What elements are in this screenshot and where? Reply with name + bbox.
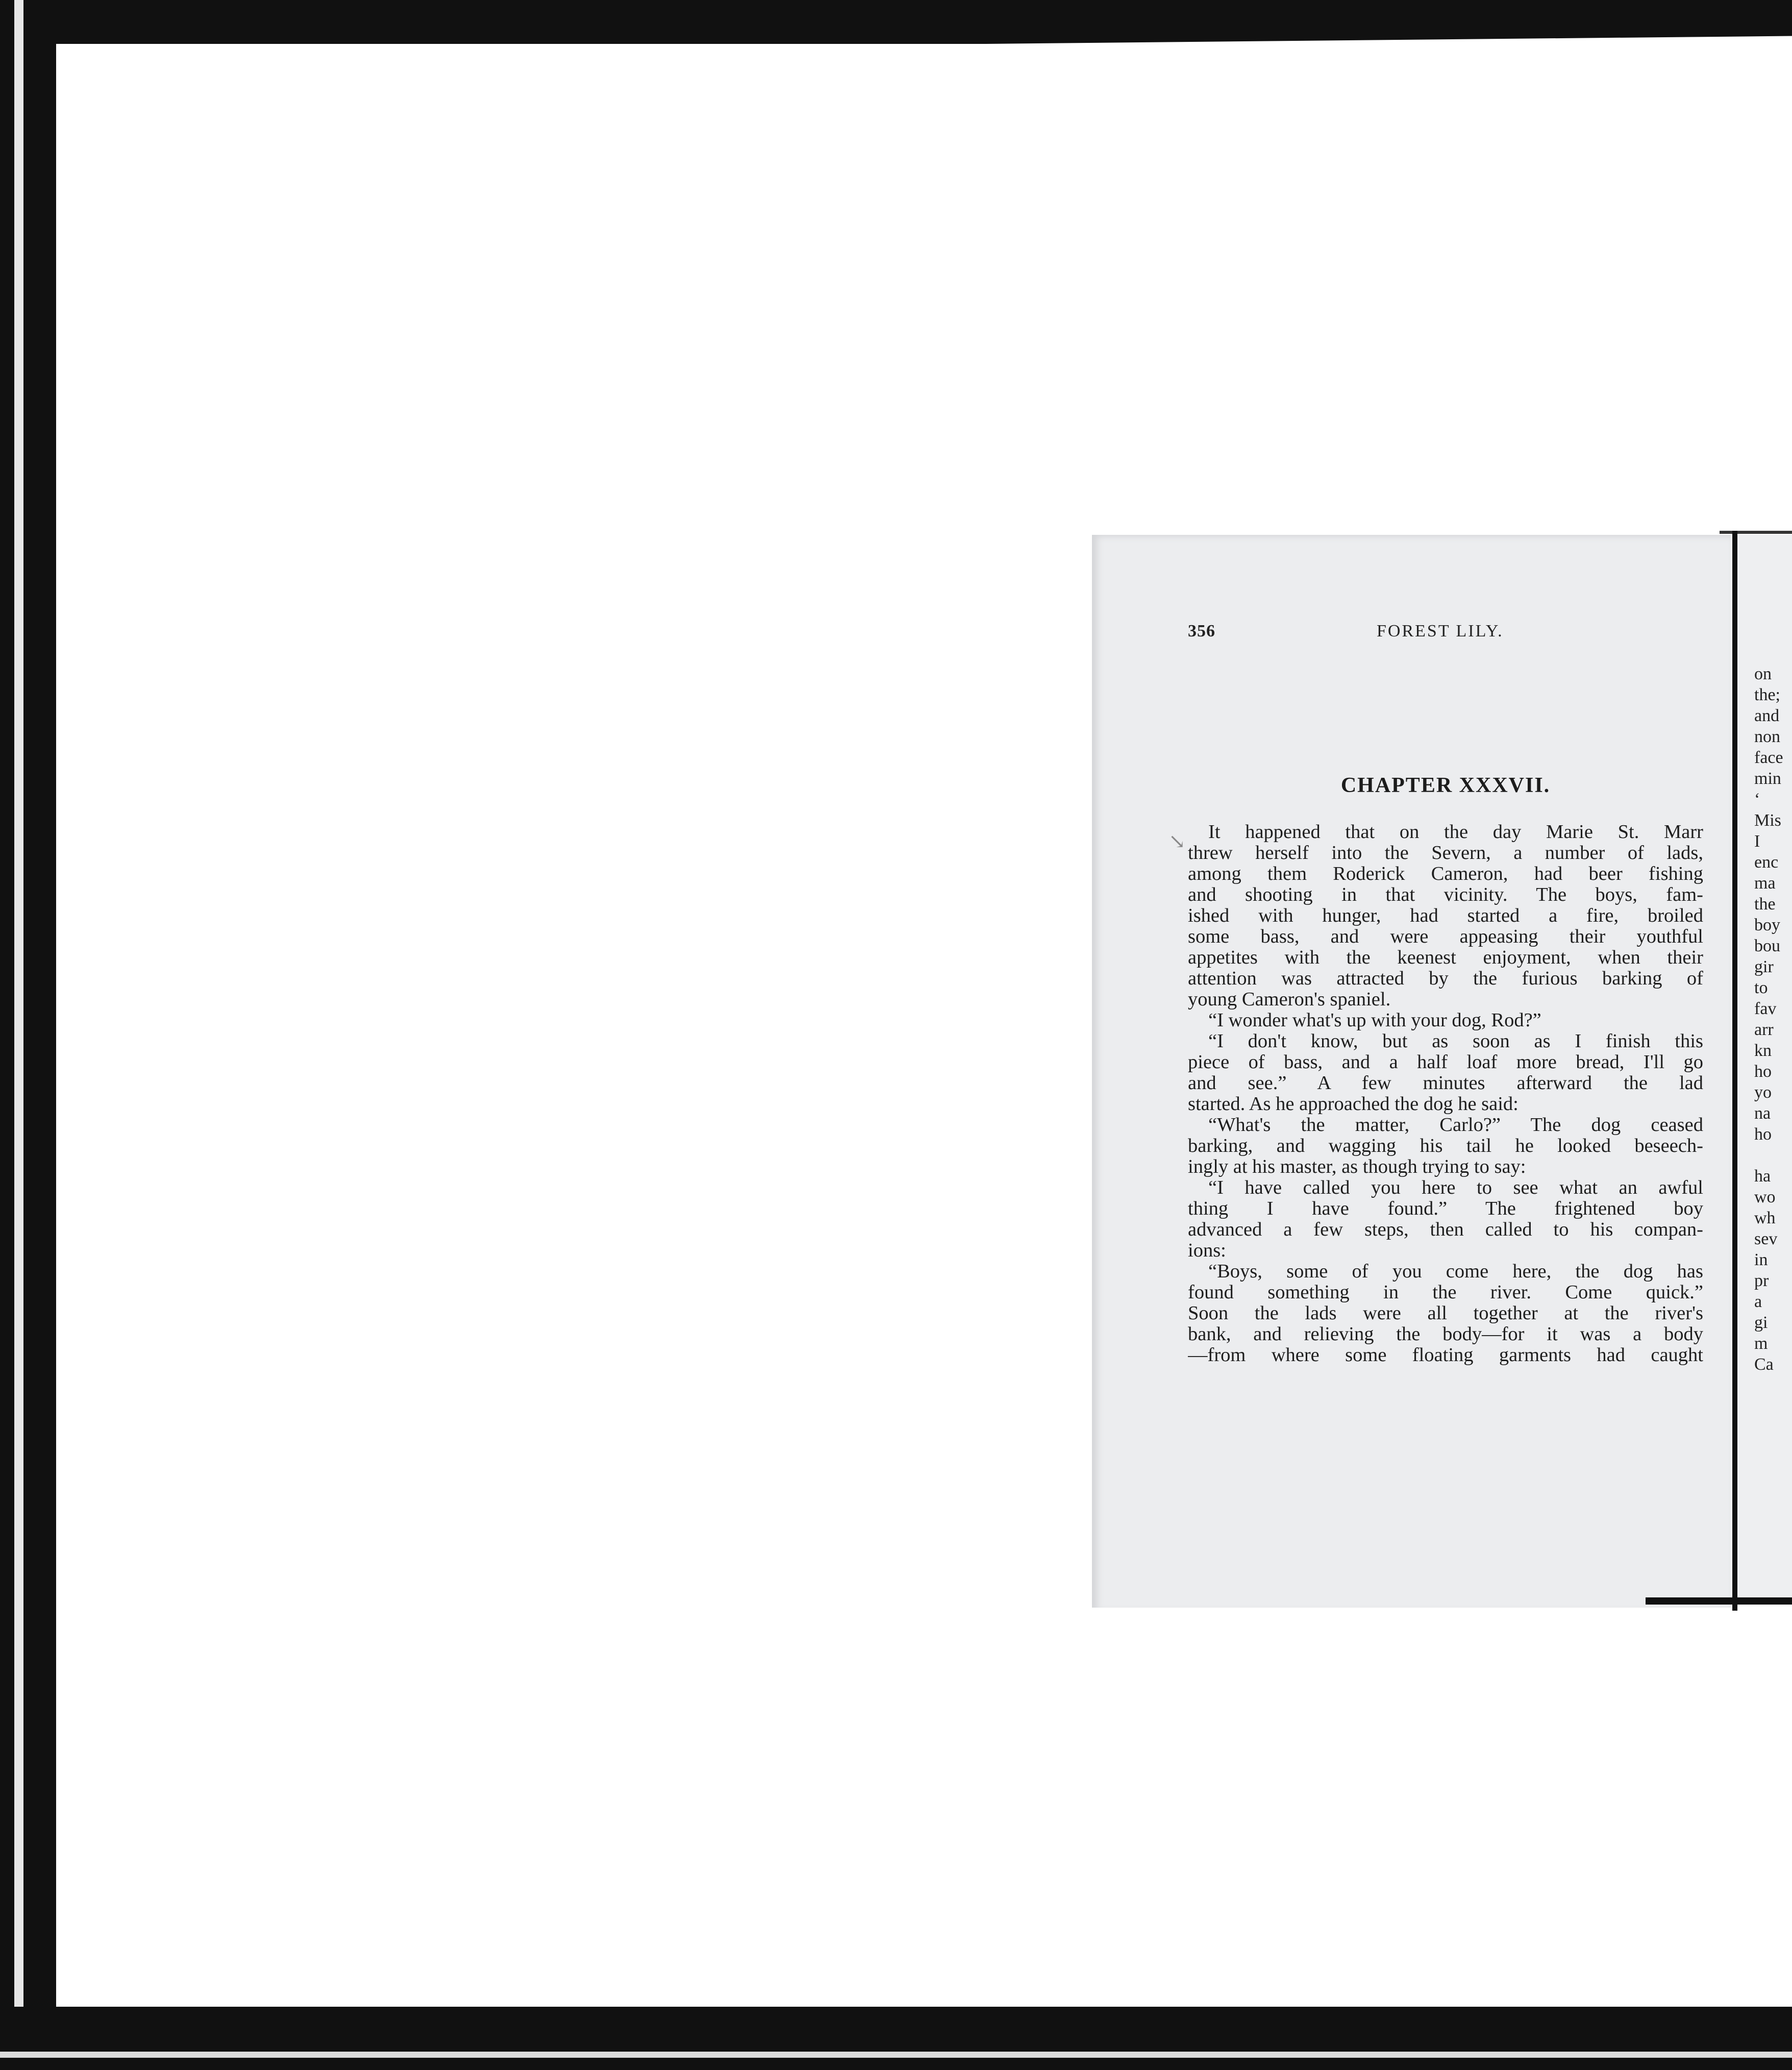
text-line: “I wonder what's up with your dog, Rod?”: [1208, 1010, 1541, 1031]
running-title: FOREST LILY.: [1377, 622, 1504, 640]
facing-text-fragment: the;: [1754, 685, 1780, 704]
facing-text-fragment: sev: [1754, 1229, 1778, 1248]
facing-text-fragment: in: [1754, 1250, 1768, 1269]
page-bottom-rule: [1646, 1597, 1792, 1605]
facing-text-fragment: on: [1754, 664, 1772, 683]
chapter-heading: CHAPTER XXXVII.: [1340, 774, 1551, 797]
facing-text-fragment: arr: [1754, 1020, 1774, 1039]
text-line: bank, and relieving the body—for it was a body: [1188, 1324, 1703, 1345]
text-line: It happened that on the day Marie St. Marr: [1208, 822, 1703, 843]
facing-text-fragment: min: [1754, 769, 1781, 788]
text-line: advanced a few steps, then called to his compan-: [1188, 1219, 1703, 1240]
facing-text-fragment: non: [1754, 727, 1780, 746]
facing-text-fragment: and: [1754, 706, 1780, 725]
gutter-line: [1732, 531, 1737, 1611]
facing-text-fragment: ‘: [1754, 790, 1760, 809]
facing-page-text: [1754, 663, 1792, 1375]
text-line: “Boys, some of you come here, the dog has: [1208, 1261, 1703, 1282]
text-line: attention was attracted by the furious barking of: [1188, 968, 1703, 989]
microfilm-frame-top: [0, 0, 1792, 44]
facing-text-fragment: kn: [1754, 1041, 1772, 1060]
facing-text-fragment: face: [1754, 748, 1783, 767]
body-text: [1188, 822, 1703, 1366]
text-line: appetites with the keenest enjoyment, when their: [1188, 947, 1703, 968]
text-line: and shooting in that vicinity. The boys, fam-: [1188, 884, 1703, 905]
facing-text-fragment: wo: [1754, 1188, 1776, 1206]
text-line: ingly at his master, as though trying to say:: [1188, 1156, 1526, 1177]
text-line: piece of bass, and a half loaf more bread, I'll go: [1188, 1052, 1703, 1073]
facing-text-fragment: I: [1754, 832, 1760, 851]
facing-text-fragment: ha: [1754, 1167, 1771, 1186]
text-line: “I don't know, but as soon as I finish this: [1208, 1031, 1703, 1052]
facing-text-fragment: enc: [1754, 853, 1779, 872]
text-line: some bass, and were appeasing their youthful: [1188, 926, 1703, 947]
microfilm-frame-left-strip: [14, 0, 23, 2070]
facing-text-fragment: [1754, 1145, 1792, 1166]
page-top-rule: [1720, 531, 1792, 534]
text-line: young Cameron's spaniel.: [1188, 989, 1391, 1010]
facing-text-fragment: yo: [1754, 1083, 1772, 1102]
facing-text-fragment: ho: [1754, 1125, 1772, 1144]
facing-text-fragment: gir: [1754, 957, 1774, 976]
margin-mark-icon: ↘: [1168, 830, 1186, 853]
text-line: Soon the lads were all together at the river's: [1188, 1303, 1703, 1324]
facing-text-fragment: fav: [1754, 999, 1777, 1018]
facing-text-fragment: m: [1754, 1334, 1768, 1353]
facing-text-fragment: boy: [1754, 916, 1780, 934]
text-line: thing I have found.” The frightened boy: [1188, 1198, 1703, 1219]
text-line: ions:: [1188, 1240, 1226, 1261]
microfilm-frame-left: [0, 0, 56, 2070]
facing-text-fragment: ma: [1754, 874, 1776, 893]
text-line: found something in the river. Come quick.”: [1188, 1282, 1703, 1303]
microfilm-frame-bottom-strip: [0, 2052, 1792, 2058]
facing-text-fragment: wh: [1754, 1209, 1776, 1227]
facing-text-fragment: Mis: [1754, 811, 1781, 830]
text-line: and see.” A few minutes afterward the lad: [1188, 1073, 1703, 1094]
facing-text-fragment: pr: [1754, 1271, 1769, 1290]
facing-text-fragment: a: [1754, 1292, 1762, 1311]
text-line: threw herself into the Severn, a number of lads,: [1188, 843, 1703, 864]
running-header: [1188, 622, 1703, 647]
page-number: 356: [1188, 622, 1215, 640]
text-line: started. As he approached the dog he said:: [1188, 1094, 1519, 1115]
facing-text-fragment: na: [1754, 1104, 1771, 1123]
facing-text-fragment: gi: [1754, 1313, 1768, 1332]
text-line: “What's the matter, Carlo?” The dog ceased: [1208, 1115, 1703, 1136]
facing-text-fragment: Ca: [1754, 1355, 1774, 1374]
text-line: ished with hunger, had started a fire, broiled: [1188, 905, 1703, 926]
text-line: “I have called you here to see what an awful: [1208, 1177, 1703, 1198]
facing-text-fragment: ho: [1754, 1062, 1772, 1081]
facing-text-fragment: to: [1754, 978, 1768, 997]
text-line: among them Roderick Cameron, had beer fishing: [1188, 864, 1703, 884]
microfilm-frame-bottom: [0, 2007, 1792, 2070]
text-line: barking, and wagging his tail he looked beseech-: [1188, 1136, 1703, 1156]
facing-text-fragment: the: [1754, 895, 1776, 914]
text-line: —from where some floating garments had caught: [1188, 1345, 1703, 1366]
facing-text-fragment: bou: [1754, 937, 1780, 955]
